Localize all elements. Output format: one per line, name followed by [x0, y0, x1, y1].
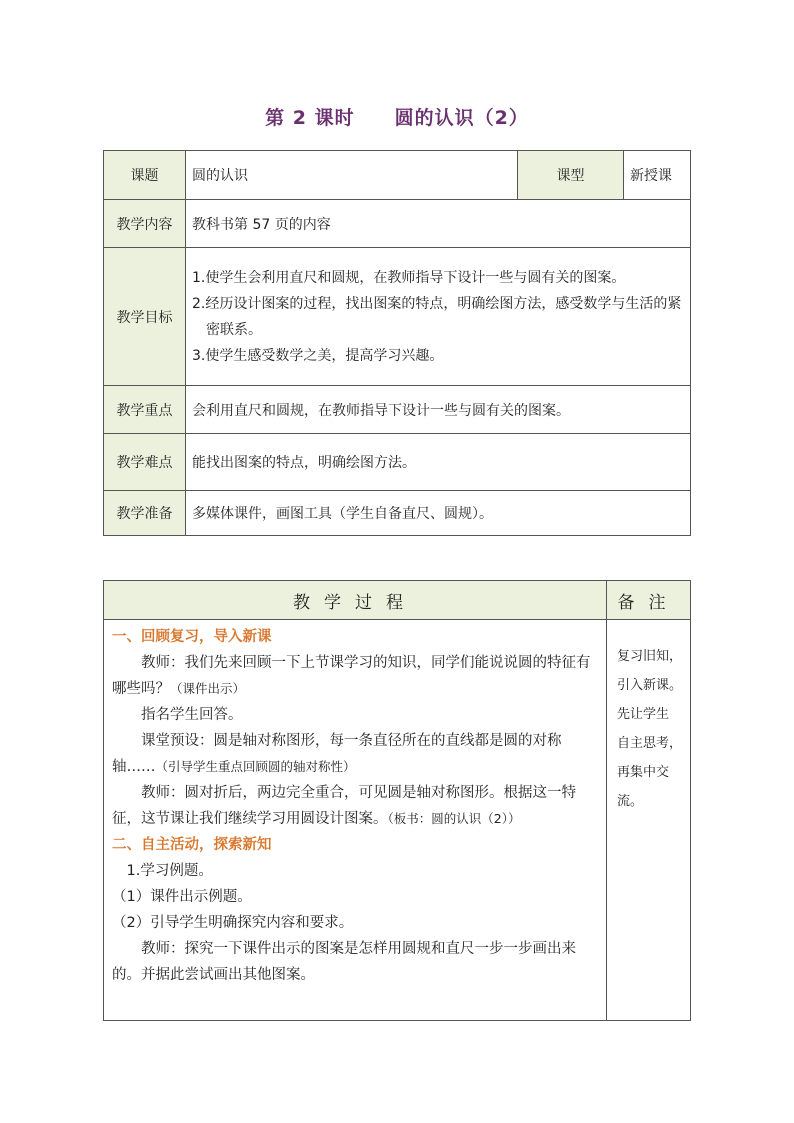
lesson-info-table	[103, 150, 691, 536]
paragraph: 教师：我们先来回顾一下上节课学习的知识，同学们能说说圆的特征有哪些吗？（课件出示）	[112, 655, 591, 697]
lesson-number: 第 2 课时	[265, 107, 355, 129]
type-label: 课型	[518, 151, 624, 200]
notes-header: 备注	[607, 581, 691, 620]
paragraph: （2）引导学生明确探究内容和要求。	[112, 915, 354, 931]
paragraph: 指名学生回答。	[141, 707, 243, 723]
content-value: 教科书第 57 页的内容	[186, 200, 691, 248]
type-value: 新授课	[624, 151, 691, 200]
paragraph: 1.学习例题。	[126, 863, 213, 879]
content-label: 教学内容	[104, 200, 186, 248]
goals-list	[186, 265, 690, 369]
goal-item: 2.经历设计图案的过程，找出图案的特点，明确绘图方法，感受数学与生活的紧密联系。	[192, 295, 682, 338]
process-content-cell	[104, 620, 607, 1021]
goal-item: 3.使学生感受数学之美，提高学习兴趣。	[192, 347, 444, 364]
notes-cell	[607, 620, 691, 1021]
paragraph: 教师：探究一下课件出示的图案是怎样用圆规和直尺一步一步画出来的。并据此尝试画出其他图案。	[112, 941, 576, 983]
note-line: 再集中交	[617, 765, 670, 780]
note-line: 引入新课。	[617, 678, 683, 693]
process-header: 教学过程	[104, 581, 607, 620]
prep-label: 教学准备	[104, 491, 186, 536]
goals-label: 教学目标	[104, 248, 186, 386]
note-line: 流。	[617, 794, 644, 809]
focus-label: 教学重点	[104, 386, 186, 434]
page-title	[0, 103, 794, 130]
topic-value: 圆的认识	[186, 151, 518, 200]
goals-cell	[186, 248, 691, 386]
goal-item: 1.使学生会利用直尺和圆规，在教师指导下设计一些与圆有关的图案。	[192, 269, 626, 286]
paragraph: 教师：圆对折后，两边完全重合，可见圆是轴对称图形。根据这一特征，这节课让我们继续学习用圆设计图案。（板书：圆的认识（2））	[112, 785, 576, 827]
difficulty-value: 能找出图案的特点，明确绘图方法。	[186, 434, 691, 491]
lesson-topic: 圆的认识（2）	[394, 107, 529, 129]
difficulty-label: 教学难点	[104, 434, 186, 491]
prep-value: 多媒体课件，画图工具（学生自备直尺、圆规）。	[186, 491, 691, 536]
section-heading: 二、自主活动，探索新知	[112, 837, 272, 853]
section-heading: 一、回顾复习，导入新课	[112, 629, 272, 645]
note-line: 复习旧知，	[617, 649, 683, 664]
note-line: 先让学生	[617, 707, 670, 722]
topic-label: 课题	[104, 151, 186, 200]
paragraph: （1）课件出示例题。	[112, 889, 252, 905]
paragraph: 课堂预设：圆是轴对称图形，每一条直径所在的直线都是圆的对称轴……（引导学生重点回顾圆的轴对称性）	[112, 733, 562, 775]
teaching-process-table	[103, 580, 691, 1021]
focus-value: 会利用直尺和圆规，在教师指导下设计一些与圆有关的图案。	[186, 386, 691, 434]
note-line: 自主思考，	[617, 736, 683, 751]
